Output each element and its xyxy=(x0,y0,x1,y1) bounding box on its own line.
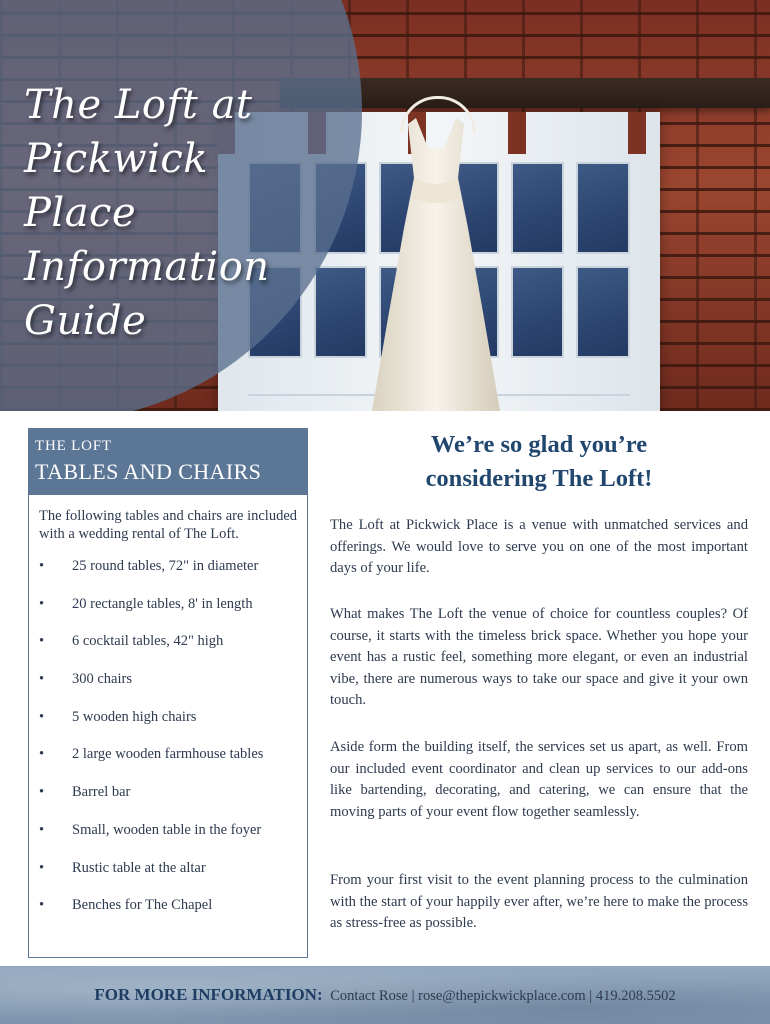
main-content xyxy=(330,428,748,931)
bullet-icon: • xyxy=(39,784,45,801)
contact-footer xyxy=(0,966,770,1024)
welcome-heading-line-2: considering The Loft! xyxy=(425,465,653,492)
list-item: • Barrel bar xyxy=(39,784,131,801)
bullet-icon: • xyxy=(39,671,45,688)
welcome-heading-line-1: We’re so glad you’re xyxy=(430,431,648,458)
furniture-list xyxy=(29,557,307,934)
intro-paragraph: The Loft at Pickwick Place is a venue with unmatched services and offerings. We would love to serve you on one of the most important days of your life. xyxy=(330,517,748,576)
bullet-icon: • xyxy=(39,821,45,838)
panel-intro: The following tables and chairs are included with a wedding rental of The Loft. xyxy=(39,508,297,542)
page-title: The Loft at Pickwick Place Information Guide xyxy=(24,82,270,344)
list-item: • 300 chairs xyxy=(39,671,132,688)
list-item: • 5 wooden high chairs xyxy=(39,708,197,725)
services-paragraph: Aside form the building itself, the services set us apart, as well. From our included event coordinator and clean up services to our add-ons like bartending, decorating, and catering, we can ensure that the moving parts of your event flow together seamlessly. xyxy=(330,739,748,820)
venue-paragraph: What makes The Loft the venue of choice for countless couples? Of course, it starts with the timeless brick space. Whether you hope your event has a rustic feel, something more elegant, or even an industrial vibe, there are numerous ways to take our space and give it your own touch. xyxy=(330,606,748,708)
panel-header xyxy=(29,429,307,495)
bullet-icon: • xyxy=(39,746,45,763)
list-item: • Benches for The Chapel xyxy=(39,897,213,914)
hero-photo xyxy=(0,0,770,411)
list-item: • Small, wooden table in the foyer xyxy=(39,821,262,838)
tables-chairs-panel xyxy=(28,428,308,958)
panel-title: TABLES AND CHAIRS xyxy=(35,459,262,484)
contact-info: Contact Rose | rose@thepickwickplace.com | 419.208.5502 xyxy=(330,988,676,1004)
list-item: • 20 rectangle tables, 8' in length xyxy=(39,595,253,612)
bullet-icon: • xyxy=(39,708,45,725)
footer-line xyxy=(94,985,675,1005)
footer-label: FOR MORE INFORMATION: xyxy=(94,985,323,1004)
list-item: • 25 round tables, 72" in diameter xyxy=(39,558,259,574)
list-item: • Rustic table at the altar xyxy=(39,859,206,876)
bullet-icon: • xyxy=(39,595,45,612)
closing-paragraph: From your first visit to the event planning process to the culmination with the start of your happily ever after, we’re here to make the process as stress-free as possible. xyxy=(330,872,748,931)
welcome-heading xyxy=(330,428,748,496)
bullet-icon: • xyxy=(39,897,45,914)
list-item: • 6 cocktail tables, 42" high xyxy=(39,633,224,650)
panel-kicker: THE LOFT xyxy=(35,438,112,454)
wedding-dress-image xyxy=(372,118,500,411)
list-item: • 2 large wooden farmhouse tables xyxy=(39,746,264,763)
bullet-icon: • xyxy=(39,558,45,574)
bullet-icon: • xyxy=(39,633,45,650)
bullet-icon: • xyxy=(39,859,45,876)
